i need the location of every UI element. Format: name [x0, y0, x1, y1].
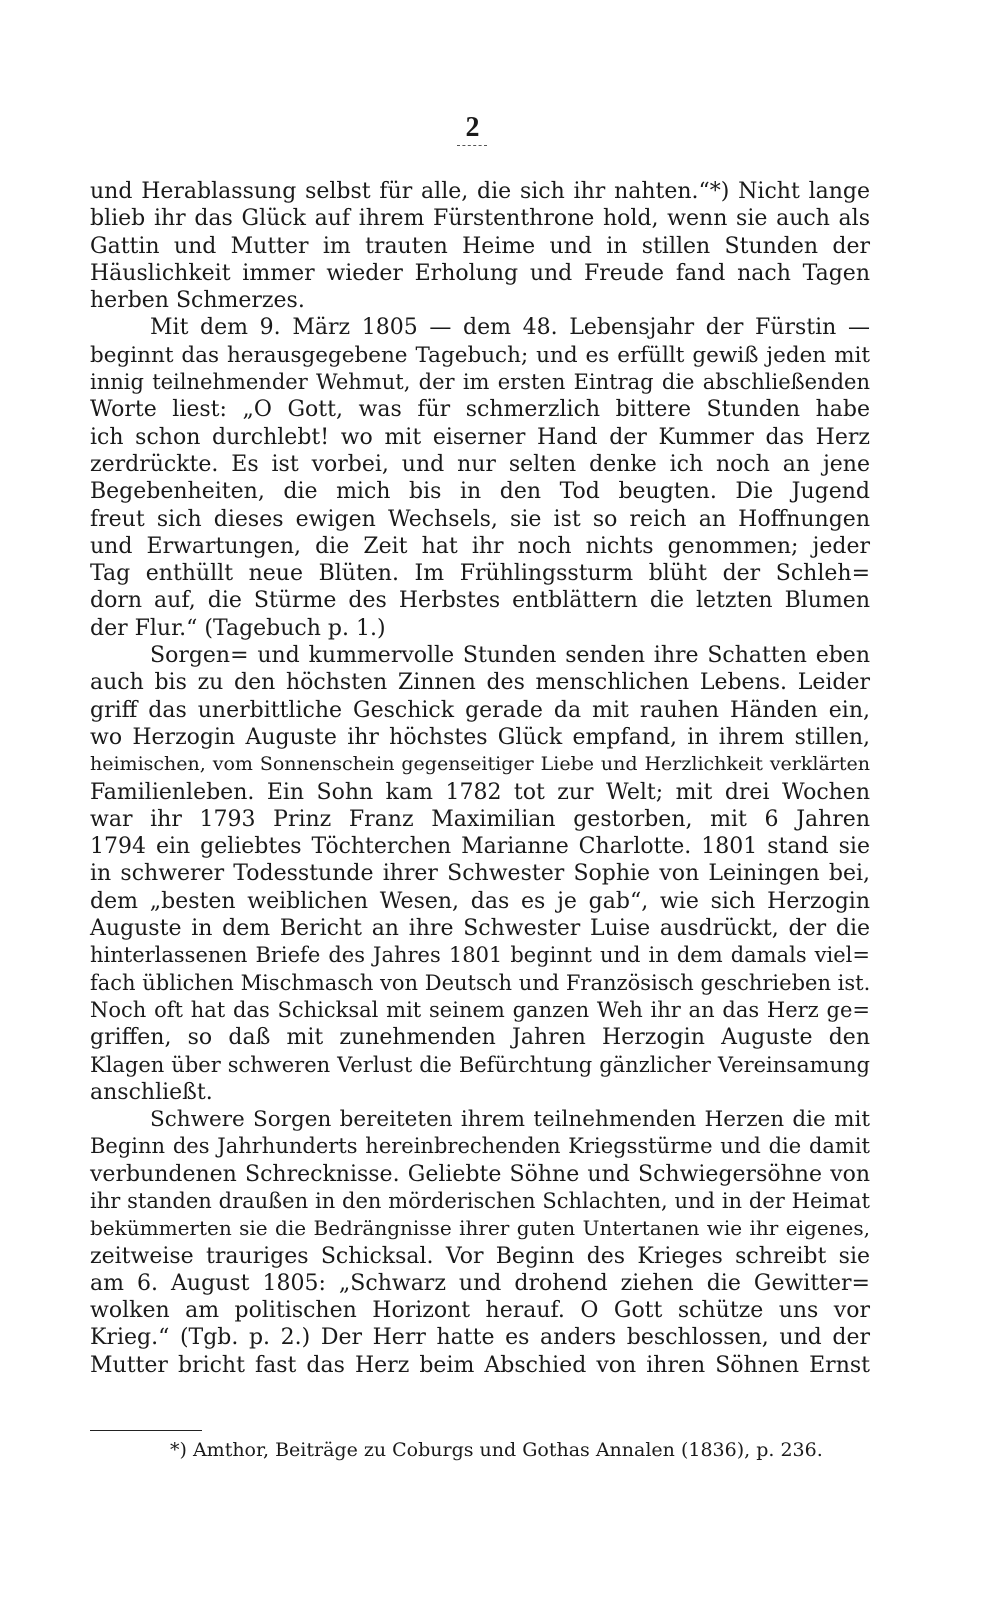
text-line: in schwerer Todesstunde ihrer Schwester Sophie von Leiningen bei,	[90, 861, 870, 887]
text-line: Noch oft hat das Schicksal mit seinem ganzen Weh ihr an das Herz ge=	[90, 997, 870, 1022]
text-line: anschließt.	[90, 1079, 213, 1105]
text-line: Sorgen= und kummervolle Stunden senden ihre Schatten eben	[150, 643, 870, 669]
text-line: innig teilnehmender Wehmut, der im ersten Eintrag die abschließenden	[90, 370, 870, 395]
text-line: dem „besten weiblichen Wesen, das es je gab“, wie sich Herzogin	[90, 888, 870, 914]
text-line: Krieg.“ (Tgb. p. 2.) Der Herr hatte es anders beschlossen, und der	[90, 1325, 870, 1351]
text-line: griff das unerbittliche Geschick gerade da mit rauhen Händen ein,	[90, 697, 870, 723]
text-line: freut sich dieses ewigen Wechsels, sie ist so reich an Hoffnungen	[90, 506, 870, 532]
text-line: ich schon durchlebt! wo mit eiserner Hand der Kummer das Herz	[90, 424, 870, 450]
text-line: verbundenen Schrecknisse. Geliebte Söhne und Schwiegersöhne von	[90, 1161, 870, 1187]
text-line: 1794 ein geliebtes Töchterchen Marianne Charlotte. 1801 stand sie	[90, 834, 870, 860]
text-line: auch bis zu den höchsten Zinnen des menschlichen Lebens. Leider	[90, 670, 870, 696]
text-line: fach üblichen Mischmasch von Deutsch und Französisch geschrieben ist.	[90, 970, 871, 995]
text-line: dorn auf, die Stürme des Herbstes entblättern die letzten Blumen	[90, 588, 870, 614]
text-line: Schwere Sorgen bereiteten ihrem teilnehmenden Herzen die mit	[150, 1107, 870, 1133]
text-line: Klagen über schweren Verlust die Befürchtung gänzlicher Vereinsamung	[90, 1052, 870, 1077]
footnote-rule	[90, 1430, 202, 1431]
text-line: wo Herzogin Auguste ihr höchstes Glück empfand, in ihrem stillen,	[90, 724, 870, 750]
text-line: der Flur.“ (Tagebuch p. 1.)	[90, 615, 386, 641]
text-line: und Erwartungen, die Zeit hat ihr noch nichts genommen; jeder	[90, 533, 870, 559]
text-line: blieb ihr das Glück auf ihrem Fürstenthrone hold, wenn sie auch als	[90, 206, 870, 232]
text-line: griffen, so daß mit zunehmenden Jahren Herzogin Auguste den	[90, 1025, 870, 1051]
text-line: am 6. August 1805: „Schwarz und drohend ziehen die Gewitter=	[90, 1270, 870, 1296]
text-line: beginnt das herausgegebene Tagebuch; und es erfüllt gewiß jeden mit	[90, 342, 870, 368]
page-number: 2	[465, 112, 480, 143]
text-line: zeitweise trauriges Schicksal. Vor Beginn des Krieges schreibt sie	[90, 1243, 870, 1269]
text-line: Mutter bricht fast das Herz beim Abschied von ihren Söhnen Ernst	[90, 1352, 870, 1378]
footnote: *) Amthor, Beiträge zu Coburgs und Gothas Annalen (1836), p. 236.	[170, 1439, 823, 1461]
text-line: und Herablassung selbst für alle, die sich ihr nahten.“*) Nicht lange	[90, 179, 870, 204]
text-line: Worte liest: „O Gott, was für schmerzlich bittere Stunden habe	[90, 397, 870, 423]
text-line: Auguste in dem Bericht an ihre Schwester Luise ausdrückt, der die	[90, 916, 870, 942]
text-line: war ihr 1793 Prinz Franz Maximilian gestorben, mit 6 Jahren	[90, 806, 870, 832]
text-line: bekümmerten sie die Bedrängnisse ihrer guten Untertanen wie ihr eigenes,	[90, 1216, 870, 1241]
text-line: wolken am politischen Horizont herauf. O Gott schütze uns vor	[90, 1298, 870, 1324]
text-line: hinterlassenen Briefe des Jahres 1801 beginnt und in dem damals viel=	[90, 943, 870, 968]
text-line: zerdrückte. Es ist vorbei, und nur selten denke ich noch an jene	[90, 451, 870, 477]
text-line: Gattin und Mutter im trauten Heime und in stillen Stunden der	[90, 233, 870, 259]
body-text	[90, 178, 870, 1379]
text-line: heimischen, vom Sonnenschein gegenseitiger Liebe und Herzlichkeit verklärten	[90, 753, 870, 776]
text-line: herben Schmerzes.	[90, 288, 305, 314]
page-number-rule	[457, 145, 487, 146]
text-line: Begebenheiten, die mich bis in den Tod beugten. Die Jugend	[90, 479, 870, 505]
text-line: Beginn des Jahrhunderts hereinbrechenden Kriegsstürme und die damit	[90, 1134, 870, 1159]
text-line: Familienleben. Ein Sohn kam 1782 tot zur Welt; mit drei Wochen	[90, 779, 870, 805]
text-line: Mit dem 9. März 1805 — dem 48. Lebensjahr der Fürstin —	[150, 315, 870, 341]
text-line: Tag enthüllt neue Blüten. Im Frühlingssturm blüht der Schleh=	[90, 561, 870, 587]
text-line: Häuslichkeit immer wieder Erholung und Freude fand nach Tagen	[90, 260, 870, 286]
text-line: ihr standen draußen in den mörderischen Schlachten, und in der Heimat	[90, 1188, 870, 1213]
